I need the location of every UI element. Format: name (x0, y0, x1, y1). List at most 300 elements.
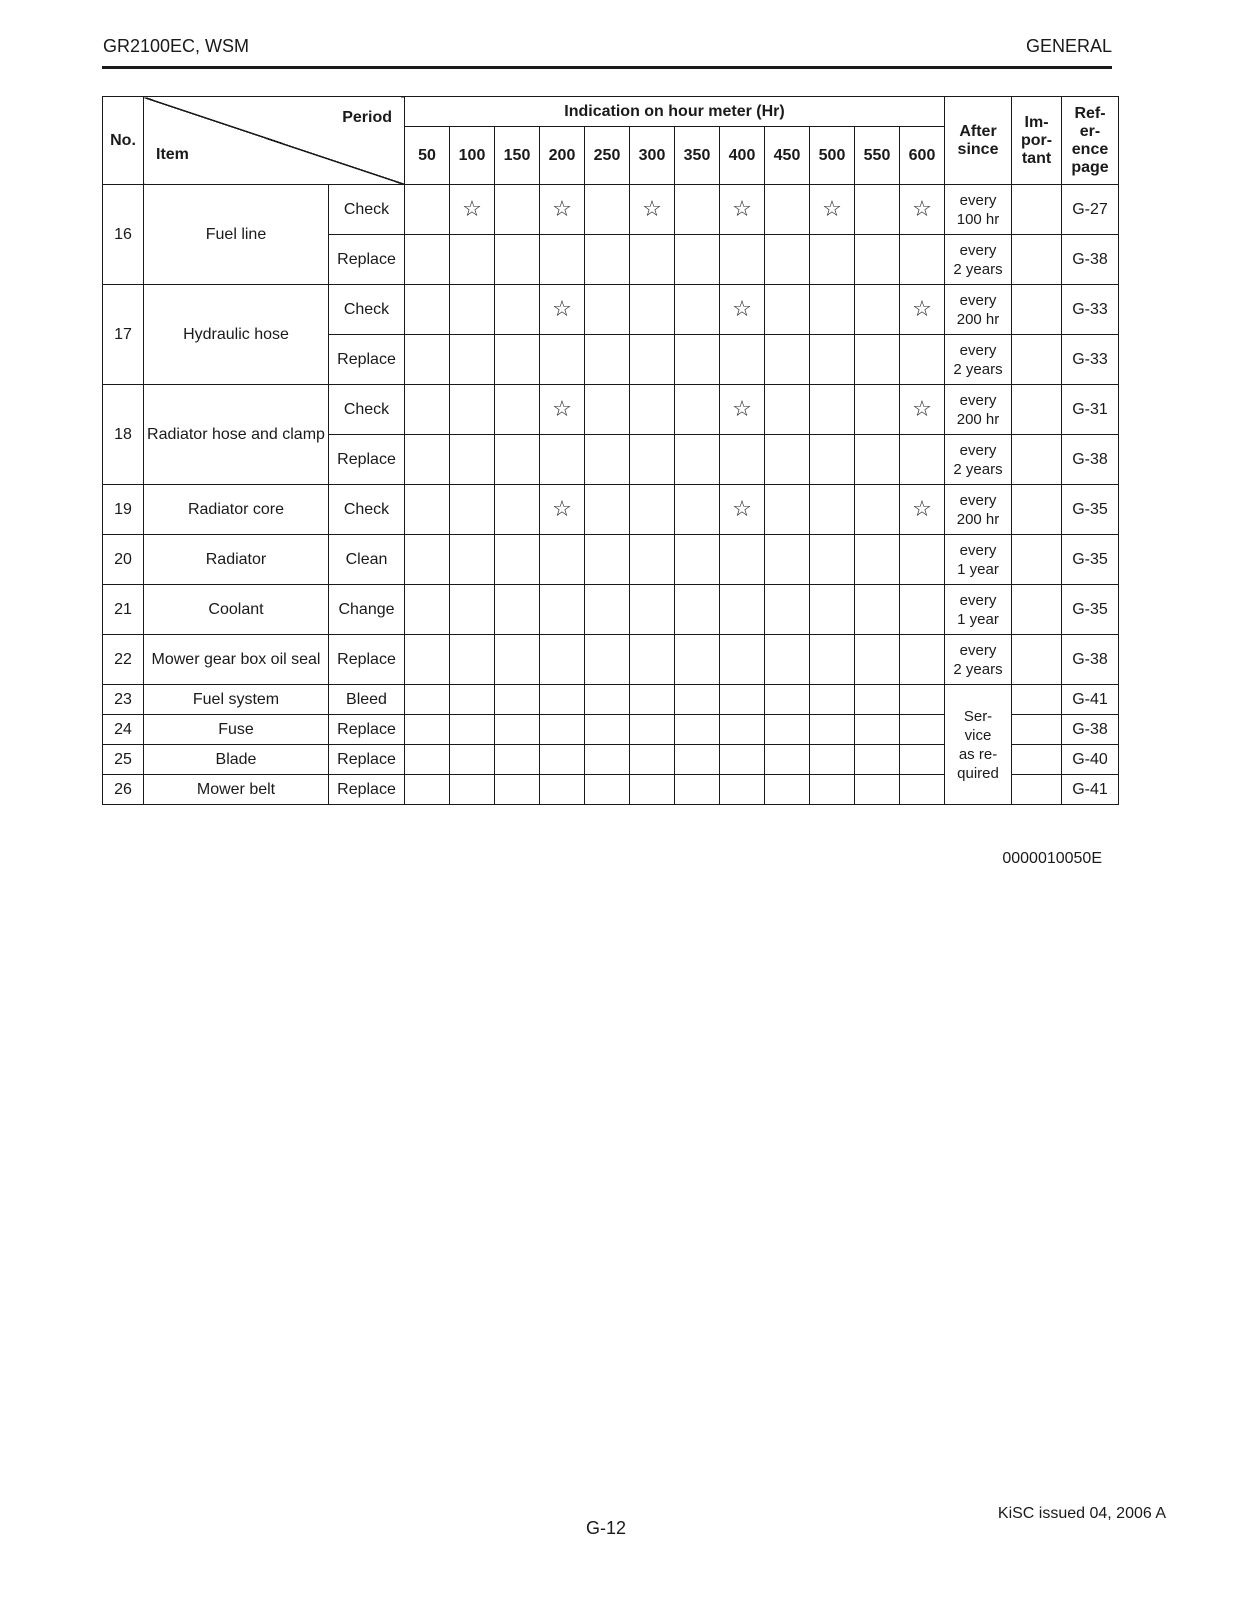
important-cell (1012, 745, 1062, 775)
interval-cell (900, 775, 945, 805)
star-icon: ☆ (552, 196, 572, 221)
interval-cell (540, 335, 585, 385)
interval-cell (810, 235, 855, 285)
row-item: Coolant (144, 585, 329, 635)
interval-cell (630, 685, 675, 715)
interval-cell (855, 585, 900, 635)
interval-cell (720, 585, 765, 635)
interval-cell (450, 585, 495, 635)
interval-cell (675, 185, 720, 235)
interval-cell (585, 745, 630, 775)
row-item: Fuse (144, 715, 329, 745)
interval-cell (720, 775, 765, 805)
interval-cell (675, 235, 720, 285)
interval-cell (855, 685, 900, 715)
interval-cell (495, 185, 540, 235)
interval-cell (405, 685, 450, 715)
interval-cell (900, 535, 945, 585)
interval-cell (540, 685, 585, 715)
interval-cell (765, 235, 810, 285)
interval-cell (765, 335, 810, 385)
row-number: 23 (103, 685, 144, 715)
row-number: 16 (103, 185, 144, 285)
reference-page: G-35 (1062, 535, 1119, 585)
after-since-line: 200 hr (956, 410, 1000, 428)
interval-cell (540, 745, 585, 775)
interval-cell (900, 685, 945, 715)
maintenance-schedule-table (102, 96, 1119, 805)
interval-cell (900, 235, 945, 285)
interval-cell (495, 435, 540, 485)
interval-star-icon (720, 385, 765, 435)
interval-cell (765, 485, 810, 535)
after-since-line: 200 hr (956, 510, 1000, 528)
row-number: 21 (103, 585, 144, 635)
interval-cell (585, 335, 630, 385)
reference-page: G-38 (1062, 635, 1119, 685)
interval-cell (765, 685, 810, 715)
interval-cell (405, 535, 450, 585)
interval-cell (630, 285, 675, 335)
after-since-line: every (959, 541, 997, 559)
row-action: Check (329, 385, 405, 435)
interval-cell (855, 435, 900, 485)
row-action: Check (329, 285, 405, 335)
row-action: Check (329, 485, 405, 535)
interval-cell (720, 715, 765, 745)
header-important: Im- por- tant (1012, 97, 1062, 185)
interval-cell (450, 235, 495, 285)
interval-cell (540, 635, 585, 685)
interval-cell (630, 385, 675, 435)
row-item: Mower gear box oil seal (144, 635, 329, 685)
star-icon: ☆ (462, 196, 482, 221)
interval-cell (810, 585, 855, 635)
interval-cell (675, 585, 720, 635)
interval-cell (675, 535, 720, 585)
interval-cell (810, 435, 855, 485)
after-since-line: 2 years (953, 260, 1003, 278)
interval-cell (810, 635, 855, 685)
row-item: Mower belt (144, 775, 329, 805)
interval-cell (900, 635, 945, 685)
interval-cell (720, 335, 765, 385)
interval-star-icon (900, 485, 945, 535)
interval-star-icon (540, 185, 585, 235)
interval-cell (720, 635, 765, 685)
interval-cell (765, 535, 810, 585)
star-icon: ☆ (912, 496, 932, 521)
important-cell (1012, 685, 1062, 715)
interval-cell (450, 285, 495, 335)
interval-cell (495, 685, 540, 715)
interval-cell (405, 235, 450, 285)
interval-cell (810, 285, 855, 335)
star-icon: ☆ (822, 196, 842, 221)
star-icon: ☆ (552, 296, 572, 321)
interval-cell (765, 385, 810, 435)
interval-star-icon (900, 185, 945, 235)
after-since (945, 235, 1012, 285)
interval-cell (450, 775, 495, 805)
interval-cell (540, 235, 585, 285)
interval-cell (675, 285, 720, 335)
interval-cell (540, 585, 585, 635)
interval-cell (855, 485, 900, 535)
interval-star-icon (810, 185, 855, 235)
row-number: 24 (103, 715, 144, 745)
row-action: Replace (329, 435, 405, 485)
after-since-line: 200 hr (956, 310, 1000, 328)
header-hour: 600 (900, 127, 945, 185)
header-reference: Ref- er- ence page (1062, 97, 1119, 185)
interval-cell (630, 775, 675, 805)
interval-cell (630, 635, 675, 685)
row-item: Hydraulic hose (144, 285, 329, 385)
row-item: Radiator core (144, 485, 329, 535)
table-row (103, 685, 1119, 715)
table-row (103, 485, 1119, 535)
interval-cell (495, 385, 540, 435)
interval-cell (585, 635, 630, 685)
interval-cell (405, 335, 450, 385)
header-item: Item (156, 146, 189, 163)
page-number: G-12 (586, 1518, 627, 1538)
interval-cell (585, 535, 630, 585)
header-rule (102, 66, 1112, 69)
row-action: Clean (329, 535, 405, 585)
interval-cell (810, 685, 855, 715)
header-hour: 300 (630, 127, 675, 185)
interval-cell (405, 385, 450, 435)
row-number: 18 (103, 385, 144, 485)
interval-cell (405, 775, 450, 805)
after-since-line: 100 hr (956, 210, 1000, 228)
interval-cell (720, 745, 765, 775)
interval-cell (585, 235, 630, 285)
reference-page: G-38 (1062, 235, 1119, 285)
row-number: 25 (103, 745, 144, 775)
header-hour: 50 (405, 127, 450, 185)
reference-page: G-41 (1062, 685, 1119, 715)
after-since (945, 385, 1012, 435)
after-since (945, 185, 1012, 235)
row-item: Fuel system (144, 685, 329, 715)
star-icon: ☆ (732, 296, 752, 321)
header-no: No. (103, 97, 144, 185)
interval-star-icon (720, 285, 765, 335)
interval-cell (765, 435, 810, 485)
after-since (945, 335, 1012, 385)
interval-cell (810, 385, 855, 435)
star-icon: ☆ (732, 196, 752, 221)
row-action: Replace (329, 715, 405, 745)
star-icon: ☆ (732, 396, 752, 421)
interval-cell (810, 485, 855, 535)
header-hour: 450 (765, 127, 810, 185)
interval-cell (585, 385, 630, 435)
after-since-line: every (959, 491, 997, 509)
important-cell (1012, 715, 1062, 745)
interval-cell (765, 285, 810, 335)
interval-cell (675, 335, 720, 385)
interval-cell (900, 335, 945, 385)
interval-star-icon (630, 185, 675, 235)
star-icon: ☆ (912, 396, 932, 421)
reference-page: G-35 (1062, 585, 1119, 635)
interval-star-icon (900, 285, 945, 335)
interval-cell (765, 635, 810, 685)
interval-cell (630, 485, 675, 535)
important-cell (1012, 485, 1062, 535)
table-row (103, 635, 1119, 685)
interval-cell (855, 235, 900, 285)
interval-cell (630, 235, 675, 285)
row-item: Blade (144, 745, 329, 775)
service-as-required (945, 685, 1012, 805)
interval-cell (495, 235, 540, 285)
star-icon: ☆ (552, 496, 572, 521)
star-icon: ☆ (642, 196, 662, 221)
header-after-since: After since (945, 97, 1012, 185)
important-cell (1012, 285, 1062, 335)
interval-cell (540, 435, 585, 485)
service-line: Ser- (963, 707, 993, 725)
interval-cell (495, 285, 540, 335)
interval-cell (630, 435, 675, 485)
interval-cell (720, 435, 765, 485)
interval-cell (765, 715, 810, 745)
after-since (945, 535, 1012, 585)
after-since (945, 285, 1012, 335)
interval-cell (900, 585, 945, 635)
reference-page: G-35 (1062, 485, 1119, 535)
table-row (103, 185, 1119, 235)
interval-cell (405, 745, 450, 775)
interval-cell (540, 775, 585, 805)
interval-star-icon (450, 185, 495, 235)
header-indication: Indication on hour meter (Hr) (405, 97, 945, 127)
row-number: 26 (103, 775, 144, 805)
reference-page: G-41 (1062, 775, 1119, 805)
interval-cell (855, 635, 900, 685)
after-since-line: every (959, 191, 997, 209)
header-section: GENERAL (1025, 36, 1112, 56)
row-action: Replace (329, 235, 405, 285)
interval-cell (585, 685, 630, 715)
table-row (103, 585, 1119, 635)
important-cell (1012, 775, 1062, 805)
interval-cell (765, 185, 810, 235)
reference-page: G-31 (1062, 385, 1119, 435)
header-hour: 200 (540, 127, 585, 185)
interval-cell (405, 635, 450, 685)
interval-cell (585, 435, 630, 485)
important-cell (1012, 335, 1062, 385)
interval-cell (630, 585, 675, 635)
interval-star-icon (900, 385, 945, 435)
interval-cell (405, 585, 450, 635)
interval-cell (540, 715, 585, 745)
interval-cell (495, 485, 540, 535)
important-cell (1012, 535, 1062, 585)
after-since-line: 2 years (953, 360, 1003, 378)
after-since-line: every (959, 341, 997, 359)
interval-cell (855, 335, 900, 385)
interval-cell (720, 235, 765, 285)
row-action: Replace (329, 335, 405, 385)
row-number: 22 (103, 635, 144, 685)
interval-cell (855, 185, 900, 235)
interval-cell (675, 775, 720, 805)
interval-cell (585, 715, 630, 745)
interval-cell (675, 635, 720, 685)
interval-cell (675, 685, 720, 715)
header-hour: 400 (720, 127, 765, 185)
header-hour: 250 (585, 127, 630, 185)
interval-cell (405, 185, 450, 235)
row-action: Replace (329, 635, 405, 685)
row-item: Fuel line (144, 185, 329, 285)
important-cell (1012, 435, 1062, 485)
reference-page: G-33 (1062, 335, 1119, 385)
interval-cell (900, 715, 945, 745)
header-item-period (144, 97, 405, 185)
after-since-line: every (959, 641, 997, 659)
row-number: 20 (103, 535, 144, 585)
row-item: Radiator (144, 535, 329, 585)
interval-cell (765, 775, 810, 805)
interval-cell (855, 745, 900, 775)
interval-cell (810, 535, 855, 585)
interval-cell (495, 715, 540, 745)
after-since-line: 1 year (957, 610, 999, 628)
interval-cell (675, 745, 720, 775)
important-cell (1012, 235, 1062, 285)
after-since (945, 485, 1012, 535)
row-action: Replace (329, 775, 405, 805)
interval-cell (585, 775, 630, 805)
document-code: 0000010050E (1002, 850, 1102, 867)
important-cell (1012, 635, 1062, 685)
interval-cell (630, 335, 675, 385)
interval-cell (630, 535, 675, 585)
row-action: Replace (329, 745, 405, 775)
interval-cell (675, 715, 720, 745)
interval-cell (405, 485, 450, 535)
header-hour: 500 (810, 127, 855, 185)
interval-cell (585, 585, 630, 635)
interval-cell (450, 385, 495, 435)
interval-cell (630, 745, 675, 775)
after-since-line: every (959, 241, 997, 259)
header-hour: 550 (855, 127, 900, 185)
after-since-line: 2 years (953, 660, 1003, 678)
interval-cell (405, 435, 450, 485)
interval-cell (450, 685, 495, 715)
interval-cell (630, 715, 675, 745)
header-hour: 100 (450, 127, 495, 185)
important-cell (1012, 585, 1062, 635)
interval-cell (675, 435, 720, 485)
interval-cell (810, 775, 855, 805)
interval-cell (540, 535, 585, 585)
important-cell (1012, 185, 1062, 235)
interval-star-icon (540, 385, 585, 435)
interval-cell (585, 285, 630, 335)
interval-cell (855, 385, 900, 435)
interval-cell (765, 585, 810, 635)
interval-star-icon (540, 285, 585, 335)
interval-cell (495, 535, 540, 585)
service-line: as re- (958, 745, 998, 763)
header-hour: 350 (675, 127, 720, 185)
interval-cell (585, 485, 630, 535)
interval-cell (855, 535, 900, 585)
table-row (103, 285, 1119, 335)
interval-cell (765, 745, 810, 775)
interval-cell (450, 745, 495, 775)
interval-cell (495, 585, 540, 635)
service-line: vice (964, 726, 992, 744)
interval-cell (720, 685, 765, 715)
interval-cell (900, 745, 945, 775)
interval-cell (855, 285, 900, 335)
interval-cell (810, 335, 855, 385)
table-row (103, 385, 1119, 435)
row-number: 19 (103, 485, 144, 535)
after-since-line: every (959, 391, 997, 409)
reference-page: G-27 (1062, 185, 1119, 235)
star-icon: ☆ (912, 296, 932, 321)
interval-cell (450, 635, 495, 685)
interval-cell (450, 335, 495, 385)
row-item: Radiator hose and clamp (144, 385, 329, 485)
row-number: 17 (103, 285, 144, 385)
star-icon: ☆ (912, 196, 932, 221)
reference-page: G-33 (1062, 285, 1119, 335)
interval-cell (495, 635, 540, 685)
after-since-line: every (959, 441, 997, 459)
interval-cell (855, 715, 900, 745)
interval-cell (450, 485, 495, 535)
interval-cell (675, 485, 720, 535)
header-hour: 150 (495, 127, 540, 185)
header-model: GR2100EC, WSM (103, 36, 250, 56)
row-action: Bleed (329, 685, 405, 715)
interval-cell (495, 775, 540, 805)
interval-cell (810, 715, 855, 745)
interval-cell (720, 535, 765, 585)
interval-cell (585, 185, 630, 235)
star-icon: ☆ (732, 496, 752, 521)
reference-page: G-38 (1062, 435, 1119, 485)
reference-page: G-40 (1062, 745, 1119, 775)
issued-note: KiSC issued 04, 2006 A (997, 1505, 1166, 1522)
interval-star-icon (540, 485, 585, 535)
after-since-line: every (959, 291, 997, 309)
table-row (103, 535, 1119, 585)
interval-cell (495, 745, 540, 775)
interval-cell (900, 435, 945, 485)
interval-cell (495, 335, 540, 385)
reference-page: G-38 (1062, 715, 1119, 745)
interval-cell (450, 535, 495, 585)
after-since-line: 2 years (953, 460, 1003, 478)
row-action: Change (329, 585, 405, 635)
interval-cell (450, 435, 495, 485)
after-since-line: 1 year (957, 560, 999, 578)
